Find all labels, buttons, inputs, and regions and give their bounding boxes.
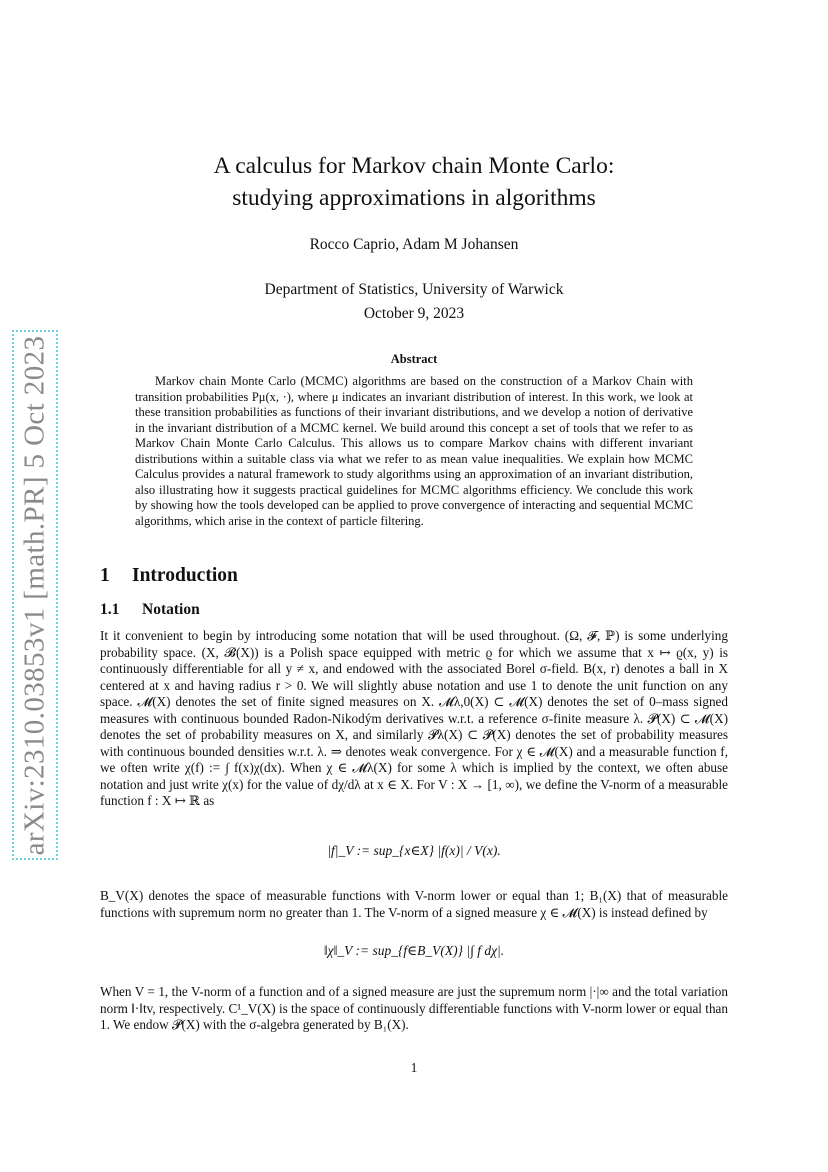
paragraph-2: B_V(X) denotes the space of measurable functions with V-norm lower or equal than 1; B₁(X) that of measurable functions with supremum norm no greater than 1. The V-norm of a signed measure χ ∈ 𝓜(X) is instead defined by bbox=[100, 888, 728, 920]
section-heading bbox=[100, 565, 238, 587]
arxiv-stamp bbox=[12, 330, 58, 860]
abstract-heading: Abstract bbox=[390, 352, 438, 366]
equation-v-norm-function: |f|_V := sup_{x∈X} |f(x)| / V(x). bbox=[327, 843, 501, 858]
subsection-title: Notation bbox=[142, 601, 200, 618]
title-line-1: A calculus for Markov chain Monte Carlo: bbox=[213, 153, 615, 179]
title-block bbox=[100, 150, 728, 326]
abstract-text: Markov chain Monte Carlo (MCMC) algorithms are based on the construction of a Markov Chain with transition probabilities Pμ(x, ·), where μ indicates an invariant distribution of interest. In this work, we look at these transition probabilities as functions of their invariant distributions, and we develop a notion of derivative in the invariant distribution of a MCMC kernel. We build around this concept a set of tools that we refer to as Markov Chain Monte Carlo Calculus. This allows us to compare Markov chains with different invariant distributions within a suitable class via what we refer to as mean value inequalities. We explain how MCMC Calculus provides a natural framework to study algorithms using an approximation of an invariant distribution, also illustrating how it suggests practical guidelines for MCMC algorithms efficiency. We conclude this work by showing how the tools developed can be applied to prove convergence of interacting and sequential MCMC algorithms, which arise in the context of particle filtering. bbox=[135, 374, 693, 528]
equation-v-norm-measure: ‖χ‖_V := sup_{f∈B_V(X)} |∫ f dχ|. bbox=[323, 943, 505, 958]
section-number: 1 bbox=[100, 565, 110, 586]
paragraph-3: When V = 1, the V-norm of a function and of a signed measure are just the supremum norm |·|∞ and the total variation norm ‖·‖tv, respectively. C¹_V(X) is the space of continuously differentiable functions with V-norm lower or equal than 1. We endow 𝓟(X) with the σ-algebra generated by B₁(X). bbox=[100, 984, 728, 1032]
paper-title bbox=[100, 150, 728, 214]
paper-date: October 9, 2023 bbox=[363, 305, 465, 322]
subsection-heading bbox=[100, 601, 200, 619]
affiliation: Department of Statistics, University of Warwick bbox=[264, 281, 564, 298]
page-number: 1 bbox=[410, 1060, 418, 1075]
arxiv-id: arXiv:2310.03853v1 [math.PR] 5 Oct 2023 bbox=[18, 335, 51, 855]
section-title: Introduction bbox=[132, 565, 238, 586]
authors: Rocco Caprio, Adam M Johansen bbox=[309, 236, 519, 253]
affiliation-block bbox=[100, 278, 728, 326]
title-line-2: studying approximations in algorithms bbox=[232, 185, 596, 211]
paragraph-1: It it convenient to begin by introducing some notation that will be used throughout. (Ω, 𝓕, ℙ) is some underlying probability space. (X, 𝓑(X)) is a Polish space equipped with metric ϱ for which we assume that x ↦ ϱ(x, y) is continuously differentiable for all y ≠ x, and endowed with the associated Borel σ-field. B(x, r) denotes a ball in X centered at x and having radius r > 0. We will slightly abuse notation and use 1 to denote the unit function on any space. 𝓜(X) denotes the set of finite signed measures on X. 𝓜λ,0(X) ⊂ 𝓜(X) denotes the set of 0–mass signed measures with continuous bounded Radon-Nikodým derivatives w.r.t. a reference σ-finite measure λ. 𝓟(X) ⊂ 𝓜(X) denotes the set of probability measures on X, and similarly 𝓟λ(X) ⊂ 𝓟(X) denotes the set of probability measures with continuous bounded densities w.r.t. λ. ⇒ denotes weak convergence. For χ ∈ 𝓜(X) and a measurable function f, we often write χ(f) := ∫ f(x)χ(dx). When χ ∈ 𝓜λ(X) for some λ which is implied by the context, we often abuse notation and just write χ(x) for the value of dχ/dλ at x ∈ X. For V : X → [1, ∞), we define the V-norm of a measurable function f : X ↦ ℝ as bbox=[100, 628, 728, 808]
subsection-number: 1.1 bbox=[100, 601, 120, 618]
